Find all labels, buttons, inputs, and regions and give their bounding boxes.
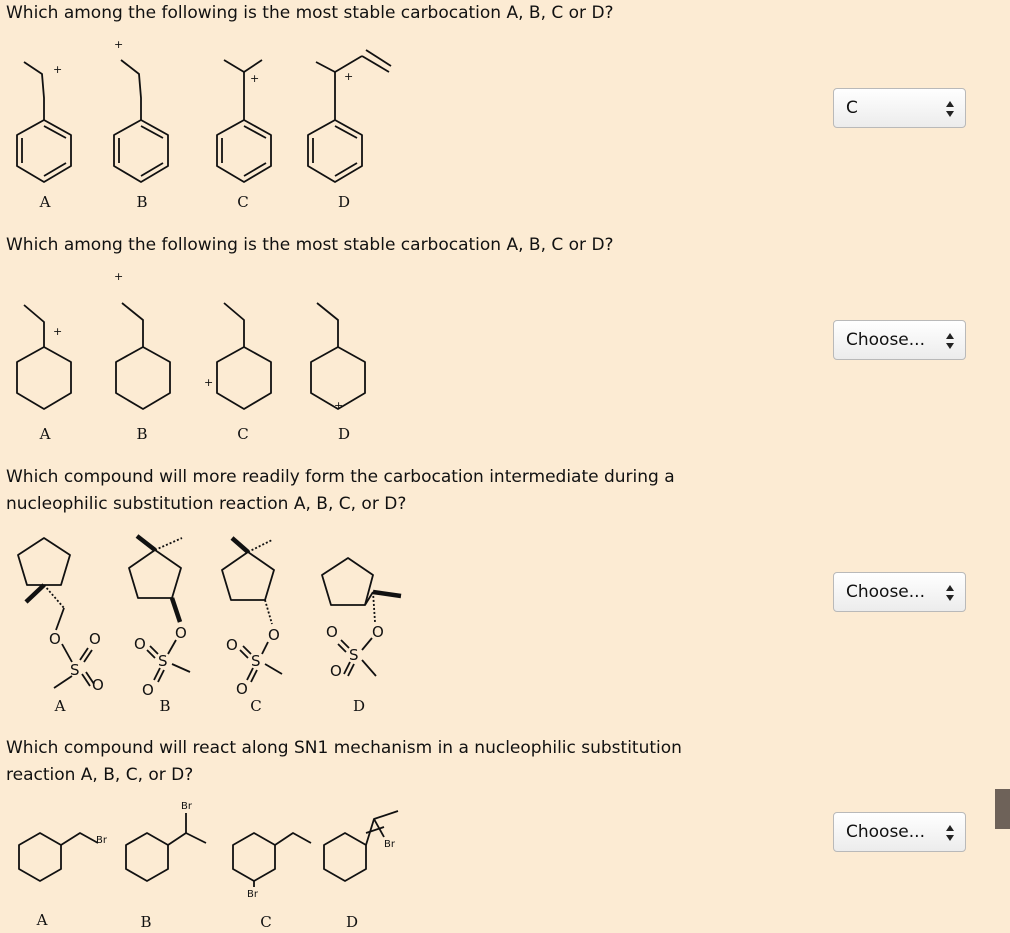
q3-d-oxygen-2: O — [326, 623, 338, 641]
question-1-structures — [0, 30, 420, 190]
q4-structure-c — [233, 833, 311, 900]
question-1-text: Which among the following is the most stable carbocation A, B, C or D? — [6, 3, 614, 23]
q4-a-bromine: Br — [96, 835, 107, 846]
q4-structure-b — [126, 801, 206, 881]
q3-a-oxygen-3: O — [92, 676, 104, 694]
question-2-structures — [0, 262, 420, 422]
q3-d-oxygen-3: O — [330, 662, 342, 680]
q2-structure-b — [114, 270, 170, 409]
question-4-structures — [0, 795, 420, 905]
question-3-text-line-1: Which compound will more readily form the carbocation intermediate during a — [6, 467, 675, 487]
question-4-text-line-1: Which compound will react along SN1 mechanism in a nucleophilic substitution — [6, 738, 682, 758]
question-1-select[interactable] — [833, 88, 966, 128]
q1-b-charge: + — [114, 38, 124, 51]
q3-b-oxygen-3: O — [142, 681, 154, 699]
q4-structure-d — [324, 811, 398, 881]
q3-a-sulfur: S — [70, 661, 80, 679]
q3-b-oxygen-2: O — [134, 635, 146, 653]
q3-c-oxygen-2: O — [226, 636, 238, 654]
q1-a-charge: + — [53, 63, 63, 76]
question-1 — [6, 0, 614, 27]
question-3-selected-value: Choose... — [846, 582, 925, 602]
q1-label-a: A — [39, 193, 51, 211]
q3-label-a: A — [54, 697, 66, 715]
q2-label-c: C — [237, 425, 249, 443]
select-arrows-icon — [946, 585, 955, 601]
question-3-structures — [0, 530, 420, 700]
q1-label-d: D — [337, 193, 351, 211]
question-3-select[interactable] — [833, 572, 966, 612]
q2-label-a: A — [39, 425, 51, 443]
q1-label-b: B — [136, 193, 148, 211]
question-2-text: Which among the following is the most stable carbocation A, B, C or D? — [6, 235, 614, 255]
q3-a-oxygen-1: O — [49, 630, 61, 648]
q1-structure-c — [217, 60, 271, 182]
q3-c-oxygen-3: O — [236, 680, 248, 698]
question-4-select[interactable] — [833, 812, 966, 852]
q4-label-d: D — [345, 913, 359, 931]
q2-c-charge: + — [204, 376, 214, 389]
q3-structure-b — [129, 536, 190, 699]
q2-d-charge: + — [334, 399, 344, 412]
question-2-selected-value: Choose... — [846, 330, 925, 350]
select-arrows-icon — [946, 101, 955, 117]
q4-structure-a — [19, 833, 108, 881]
q1-structure-b — [114, 38, 168, 182]
question-3-text-line-2: nucleophilic substitution reaction A, B, C, or D? — [6, 494, 407, 514]
select-arrows-icon — [946, 825, 955, 841]
q2-label-b: B — [136, 425, 148, 443]
q1-structure-a — [17, 62, 71, 182]
question-2-select[interactable] — [833, 320, 966, 360]
q3-c-oxygen-1: O — [268, 626, 280, 644]
q3-a-oxygen-2: O — [89, 630, 101, 648]
q2-structure-a — [17, 305, 71, 409]
q3-label-c: C — [250, 697, 262, 715]
question-2 — [6, 232, 614, 259]
q3-c-sulfur: S — [251, 652, 261, 670]
q3-label-b: B — [159, 697, 171, 715]
q2-structure-c — [204, 303, 271, 409]
question-3 — [6, 464, 675, 518]
q4-label-c: C — [260, 913, 272, 931]
q1-d-charge: + — [344, 70, 354, 83]
q1-structure-d — [308, 50, 391, 182]
q4-b-bromine: Br — [181, 801, 192, 812]
select-arrows-icon — [946, 333, 955, 349]
q3-structure-a — [18, 538, 104, 694]
q2-b-charge: + — [114, 270, 124, 283]
q1-label-c: C — [237, 193, 249, 211]
q2-label-d: D — [337, 425, 351, 443]
q3-structure-c — [222, 538, 282, 698]
q3-b-sulfur: S — [158, 652, 168, 670]
q1-c-charge: + — [250, 72, 260, 85]
q4-label-a: A — [36, 911, 48, 929]
question-4-selected-value: Choose... — [846, 822, 925, 842]
q4-label-b: B — [140, 913, 152, 931]
q3-d-sulfur: S — [349, 646, 359, 664]
q3-d-oxygen-1: O — [372, 623, 384, 641]
q2-a-charge: + — [53, 325, 63, 338]
q3-structure-d — [322, 558, 401, 680]
scrollbar-thumb[interactable] — [995, 789, 1010, 829]
q4-c-bromine: Br — [247, 889, 258, 900]
q3-label-d: D — [352, 697, 366, 715]
q3-b-oxygen-1: O — [175, 624, 187, 642]
question-1-selected-value: C — [846, 98, 858, 118]
question-4 — [6, 735, 682, 789]
q4-d-bromine: Br — [384, 839, 395, 850]
q2-structure-d — [311, 303, 365, 412]
question-4-text-line-2: reaction A, B, C, or D? — [6, 765, 194, 785]
